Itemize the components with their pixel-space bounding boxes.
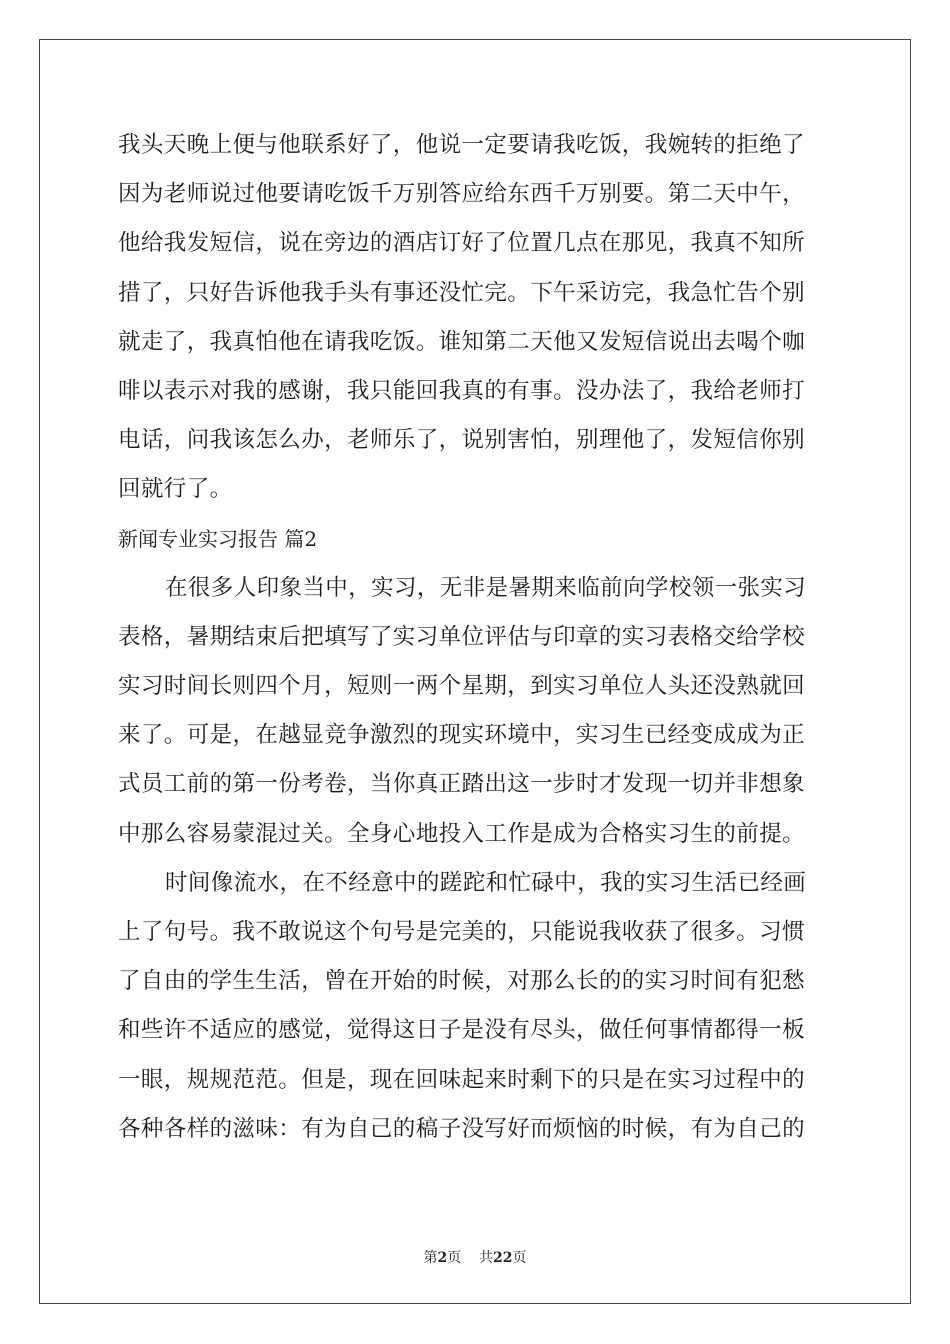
text-line: 一眼，规规范范。但是，现在回味起来时剩下的只是在实习过程中的 <box>118 1066 806 1093</box>
text-line: 因为老师说过他要请吃饭千万别答应给东西千万别要。第二天中午， <box>118 181 806 208</box>
text-line: 上了句号。我不敢说这个句号是完美的，只能说我收获了很多。习惯 <box>118 919 806 945</box>
footer-prefix: 第 <box>423 1250 438 1266</box>
text-line: 和些许不适应的感觉，觉得这日子是没有尽头，做任何事情都得一板 <box>118 1017 806 1044</box>
paragraph-2 <box>118 564 838 859</box>
text-line: 各种各样的滋味：有为自己的稿子没写好而烦恼的时候，有为自己的 <box>118 1115 806 1142</box>
text-line: 表格，暑期结束后把填写了实习单位评估与印章的实习表格交给学校 <box>118 623 806 650</box>
page-footer <box>0 1247 950 1267</box>
paragraph-1 <box>118 121 838 515</box>
text-line: 回就行了。 <box>118 476 233 503</box>
text-line: 来了。可是，在越显竞争激烈的现实环境中，实习生已经变成成为正 <box>118 722 806 749</box>
text-line: 实习时间长则四个月，短则一两个星期，到实习单位人头还没熟就回 <box>118 673 806 700</box>
text-line: 我头天晚上便与他联系好了，他说一定要请我吃饭，我婉转的拒绝了 <box>118 132 806 158</box>
document-body <box>118 121 838 1154</box>
footer-mid: 页 共 <box>447 1250 494 1266</box>
current-page-number: 2 <box>437 1250 448 1266</box>
section-heading: 新闻专业实习报告 篇2 <box>118 526 318 551</box>
total-page-number: 22 <box>493 1250 513 1266</box>
text-line: 时间像流水，在不经意中的蹉跎和忙碌中，我的实习生活已经画 <box>165 869 807 896</box>
text-line: 在很多人印象当中，实习，无非是暑期来临前向学校领一张实习 <box>165 574 807 601</box>
text-line: 他给我发短信，说在旁边的酒店订好了位置几点在那见，我真不知所 <box>118 230 806 257</box>
paragraph-3 <box>118 859 838 1154</box>
text-line: 啡以表示对我的感谢，我只能回我真的有事。没办法了，我给老师打 <box>118 377 806 404</box>
text-line: 措了，只好告诉他我手头有事还没忙完。下午采访完，我急忙告个别 <box>118 279 806 306</box>
text-line: 式员工前的第一份考卷，当你真正踏出这一步时才发现一切并非想象 <box>118 771 806 798</box>
text-line: 了自由的学生生活，曾在开始的时候，对那么长的的实习时间有犯愁 <box>118 968 806 995</box>
text-line: 就走了，我真怕他在请我吃饭。谁知第二天他又发短信说出去喝个咖 <box>118 328 806 355</box>
footer-suffix: 页 <box>512 1250 527 1266</box>
text-line: 电话，问我该怎么办，老师乐了，说别害怕，别理他了，发短信你别 <box>118 427 806 454</box>
text-line: 中那么容易蒙混过关。全身心地投入工作是成为合格实习生的前提。 <box>118 820 806 847</box>
